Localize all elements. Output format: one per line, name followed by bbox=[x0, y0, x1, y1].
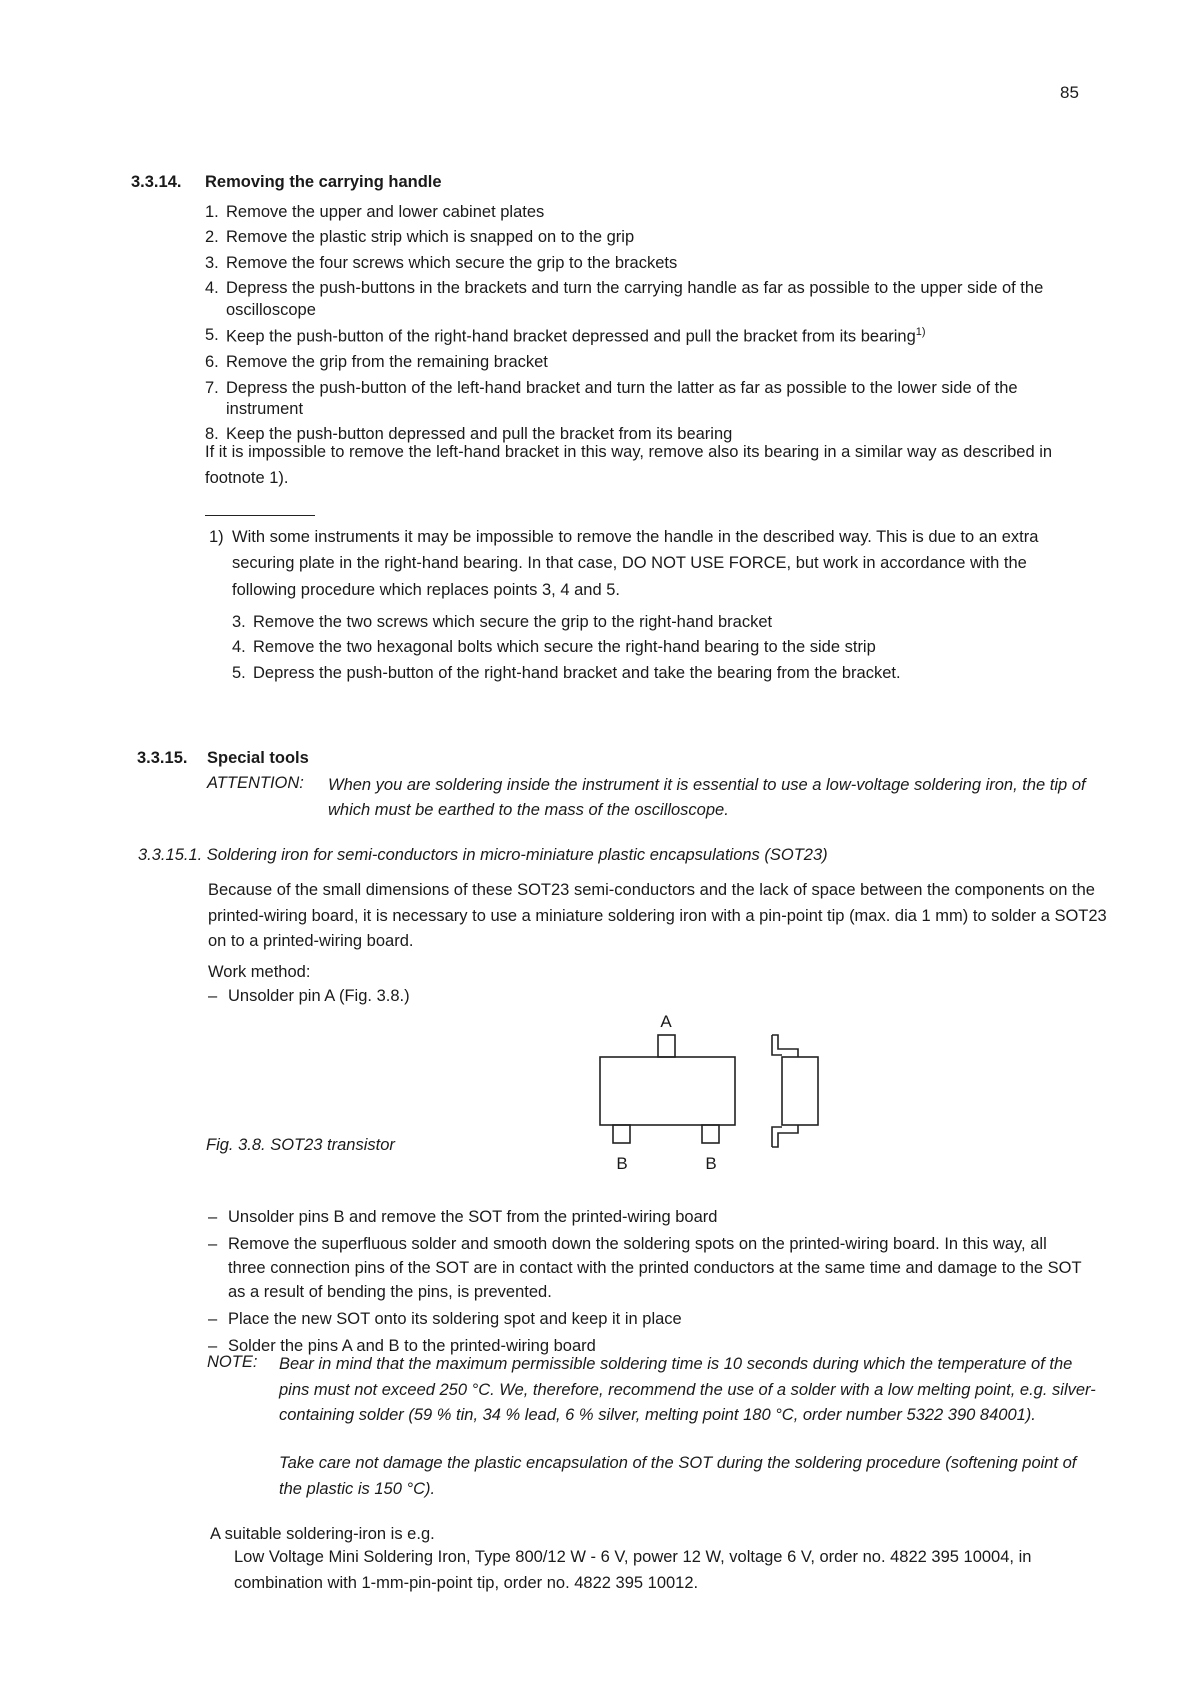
pin-b-right-label: B bbox=[705, 1154, 717, 1173]
list-item: 6. Remove the grip from the remaining bracket bbox=[205, 353, 548, 372]
pin-b-left-shape bbox=[613, 1125, 630, 1143]
figure-caption: Fig. 3.8. SOT23 transistor bbox=[206, 1136, 395, 1154]
list-item: 2. Remove the plastic strip which is snapped on to the grip bbox=[205, 228, 635, 247]
pin-a-shape bbox=[658, 1035, 675, 1057]
page-number: 85 bbox=[1060, 83, 1079, 102]
list-item: 3. Remove the four screws which secure the grip to the brackets bbox=[205, 253, 678, 272]
section-3314-number: 3.3.14. bbox=[131, 173, 182, 191]
list-item: 5. Keep the push-button of the right-hand bracket depressed and pull the bracket from its bearing$^{1)}$ bbox=[205, 326, 926, 346]
attention-text: When you are soldering inside the instrument it is essential to use a low-voltage soldering iron, the tip of which must be earthed to the mass of the oscilloscope. bbox=[328, 776, 1086, 819]
footnote-steps bbox=[232, 612, 1082, 688]
footnote-text: With some instruments it may be impossible to remove the handle in the described way. This is due to an extra securing plate in the right-hand bearing. In that case, DO NOT USE FORCE, but work in accordance with the following procedure which replaces points 3, 4 and 5. bbox=[232, 528, 1039, 599]
sot23-figure bbox=[580, 1005, 840, 1180]
pin-b-right-shape bbox=[702, 1125, 719, 1143]
section-3315-number: 3.3.15. bbox=[137, 749, 188, 767]
list-item: 8. Keep the push-button depressed and pull the bracket from its bearing bbox=[205, 425, 733, 444]
side-view-bottom-lead bbox=[772, 1125, 798, 1147]
list-item: – Unsolder pins B and remove the SOT from the printed-wiring board bbox=[208, 1208, 718, 1226]
sot23-intro: Because of the small dimensions of these SOT23 semi-conductors and the lack of space between the components on the printed-wiring board, it is necessary to use a miniature soldering iron with a pin-point tip (max. dia 1 mm) to solder a SOT23 on to a printed-wiring board. bbox=[208, 881, 1107, 951]
list-item: – Remove the superfluous solder and smooth down the soldering spots on the printed-wiring board. In this way, all three connection pins of the SOT are in contact with the printed conductors at the same time and damage to the SOT as a result of bending the pins, is prevented. bbox=[208, 1234, 1082, 1301]
section-3314-title: Removing the carrying handle bbox=[205, 173, 442, 191]
list-item: 4. Remove the two hexagonal bolts which secure the right-hand bearing to the side strip bbox=[232, 638, 876, 657]
list-item: 3. Remove the two screws which secure the grip to the right-hand bracket bbox=[232, 613, 773, 631]
list-item: 5. Depress the push-button of the right-hand bracket and take the bearing from the bracket. bbox=[232, 663, 901, 682]
pin-a-label: A bbox=[660, 1012, 672, 1031]
sot23-body bbox=[600, 1057, 735, 1125]
list-item: – Solder the pins A and B to the printed-wiring board bbox=[208, 1336, 596, 1355]
side-view-top-lead bbox=[772, 1035, 798, 1057]
side-view-body bbox=[782, 1057, 818, 1125]
list-item: – Place the new SOT onto its soldering spot and keep it in place bbox=[208, 1309, 682, 1328]
section-3315-title: Special tools bbox=[207, 749, 309, 767]
pin-b-left-label: B bbox=[616, 1154, 628, 1173]
soldering-steps bbox=[208, 1206, 1088, 1362]
first-step: – Unsolder pin A (Fig. 3.8.) bbox=[208, 987, 410, 1005]
footnote-ref: 1) bbox=[915, 326, 926, 339]
list-item: 7. Depress the push-button of the left-hand bracket and turn the latter as far as possible to the lower side of the instrument bbox=[205, 378, 1018, 418]
closing-paragraph: If it is impossible to remove the left-hand bracket in this way, remove also its bearing in a similar way as described in footnote 1). bbox=[205, 443, 1053, 487]
suitable-iron-label: A suitable soldering-iron is e.g. bbox=[210, 1525, 435, 1543]
attention-label: ATTENTION: bbox=[207, 774, 304, 792]
suitable-iron-spec: Low Voltage Mini Soldering Iron, Type 800/12 W - 6 V, power 12 W, voltage 6 V, order no. 4822 395 10004, in combination with 1-mm-pin-point tip, order no. 4822 395 10012. bbox=[234, 1548, 1032, 1592]
footnote-divider bbox=[205, 515, 315, 516]
list-item: 4. Depress the push-buttons in the brackets and turn the carrying handle as far as possible to the upper side of the oscilloscope bbox=[205, 279, 1044, 319]
footnote-label: 1) bbox=[209, 528, 224, 546]
note-paragraph-2: Take care not damage the plastic encapsulation of the SOT during the soldering procedure (softening point of the plastic is 150 °C). bbox=[279, 1454, 1077, 1498]
list-item: 1. Remove the upper and lower cabinet plates bbox=[205, 203, 545, 221]
section-33151-heading: 3.3.15.1. Soldering iron for semi-conductors in micro-miniature plastic encapsulations (SOT23) bbox=[138, 846, 828, 864]
note-paragraph-1: Bear in mind that the maximum permissible soldering time is 10 seconds during which the temperature of the pins must not exceed 250 °C. We, therefore, recommend the use of a solder with a low melting point, e.g. silver-containing solder (59 % tin, 34 % lead, 6 % silver, melting point 180 °C, order number 5322 390 84001). bbox=[279, 1355, 1096, 1425]
footnote bbox=[209, 524, 1089, 603]
note-label: NOTE: bbox=[207, 1353, 258, 1371]
handle-removal-steps bbox=[205, 202, 1085, 450]
work-method-label: Work method: bbox=[208, 963, 311, 981]
